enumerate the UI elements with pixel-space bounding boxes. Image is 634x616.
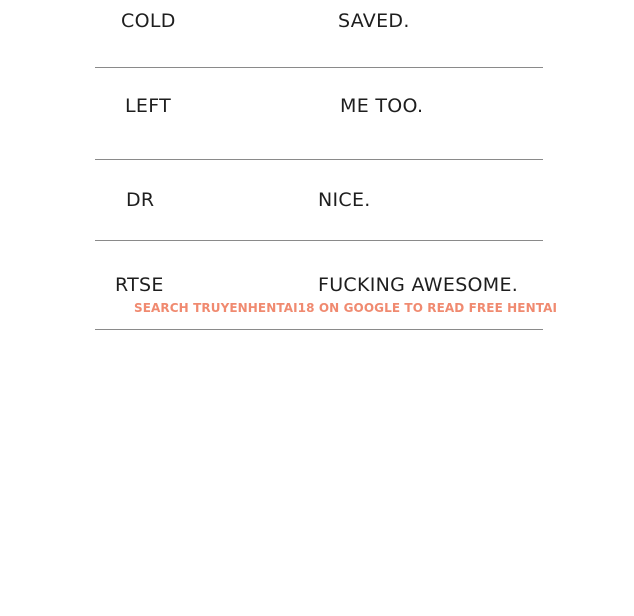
row-divider	[95, 329, 543, 330]
row-4-left-text: RTSE	[115, 274, 164, 296]
row-3-left-text: DR	[126, 189, 155, 211]
row-1-left-text: COLD	[121, 10, 176, 32]
row-3-right-text: NICE.	[318, 189, 371, 211]
row-2-right-text: ME TOO.	[340, 95, 424, 117]
row-divider	[95, 159, 543, 160]
row-2-left-text: LEFT	[125, 95, 171, 117]
row-1-right-text: SAVED.	[338, 10, 410, 32]
row-divider	[95, 240, 543, 241]
watermark-text: SEARCH TRUYENHENTAI18 ON GOOGLE TO READ FREE HENTAI	[134, 301, 558, 315]
row-4-right-text: FUCKING AWESOME.	[318, 274, 519, 296]
row-divider	[95, 67, 543, 68]
